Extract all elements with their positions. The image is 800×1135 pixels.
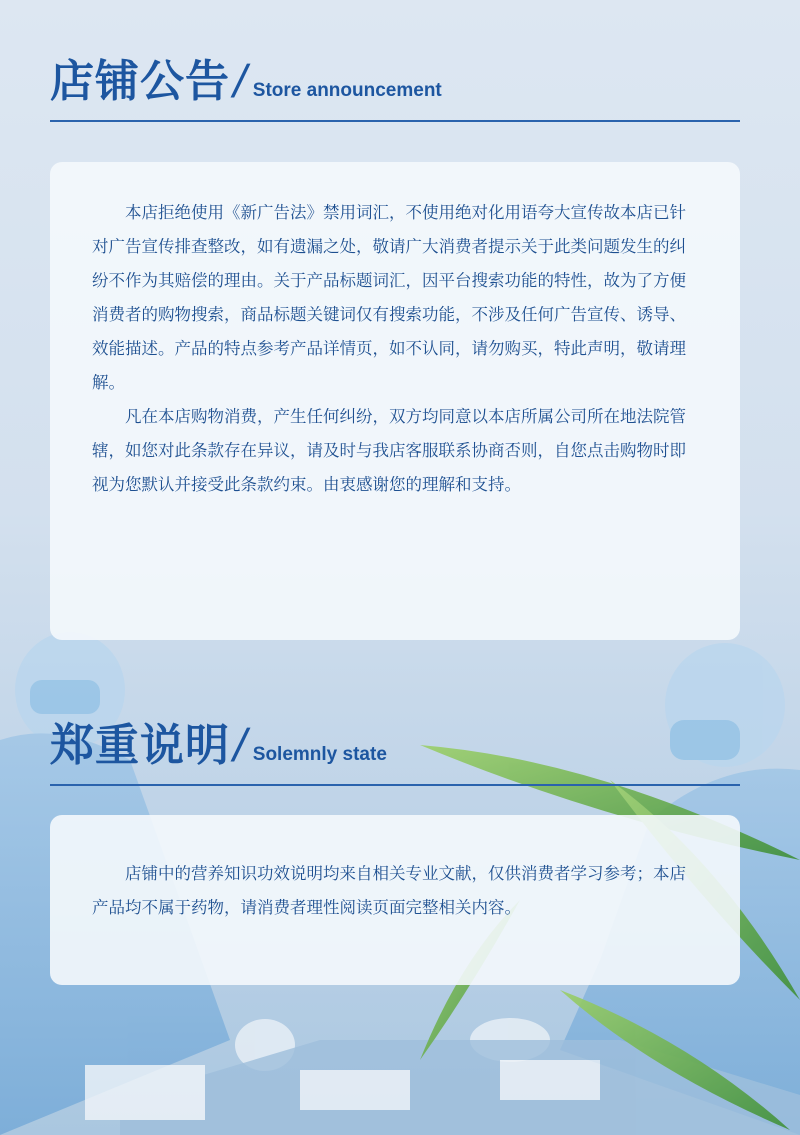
announcement-paragraph-2: 凡在本店购物消费，产生任何纠纷，双方均同意以本店所属公司所在地法院管辖，如您对此条款存在异议，请及时与我店客服联系协商否则，自您点击购物时即视为您默认并接受此条款约束。由衷感谢您的理解和支持。 [92,407,686,494]
statement-title: 郑重说明 [50,720,230,771]
announcement-title: 店铺公告 [50,56,230,107]
statement-card [50,815,740,985]
statement-divider [50,784,740,786]
title-slash: / [228,719,253,771]
announcement-card [50,162,740,640]
statement-subtitle: Solemnly state [252,744,387,765]
statement-header [50,719,740,786]
title-slash: / [228,55,253,107]
announcement-divider [50,120,740,122]
announcement-header [50,55,740,122]
announcement-subtitle: Store announcement [252,80,442,101]
statement-paragraph-1: 店铺中的营养知识功效说明均来自相关专业文献，仅供消费者学习参考；本店产品均不属于药物，请消费者理性阅读页面完整相关内容。 [92,864,686,917]
announcement-paragraph-1: 本店拒绝使用《新广告法》禁用词汇，不使用绝对化用语夸大宣传故本店已针对广告宣传排查整改，如有遗漏之处，敬请广大消费者提示关于此类问题发生的纠纷不作为其赔偿的理由。关于产品标题词汇，因平台搜索功能的特性，故为了方便消费者的购物搜索，商品标题关键词仅有搜索功能，不涉及任何广告宣传、诱导、效能描述。产品的特点参考产品详情页，如不认同，请勿购买，特此声明，敬请理解。 [92,203,686,392]
